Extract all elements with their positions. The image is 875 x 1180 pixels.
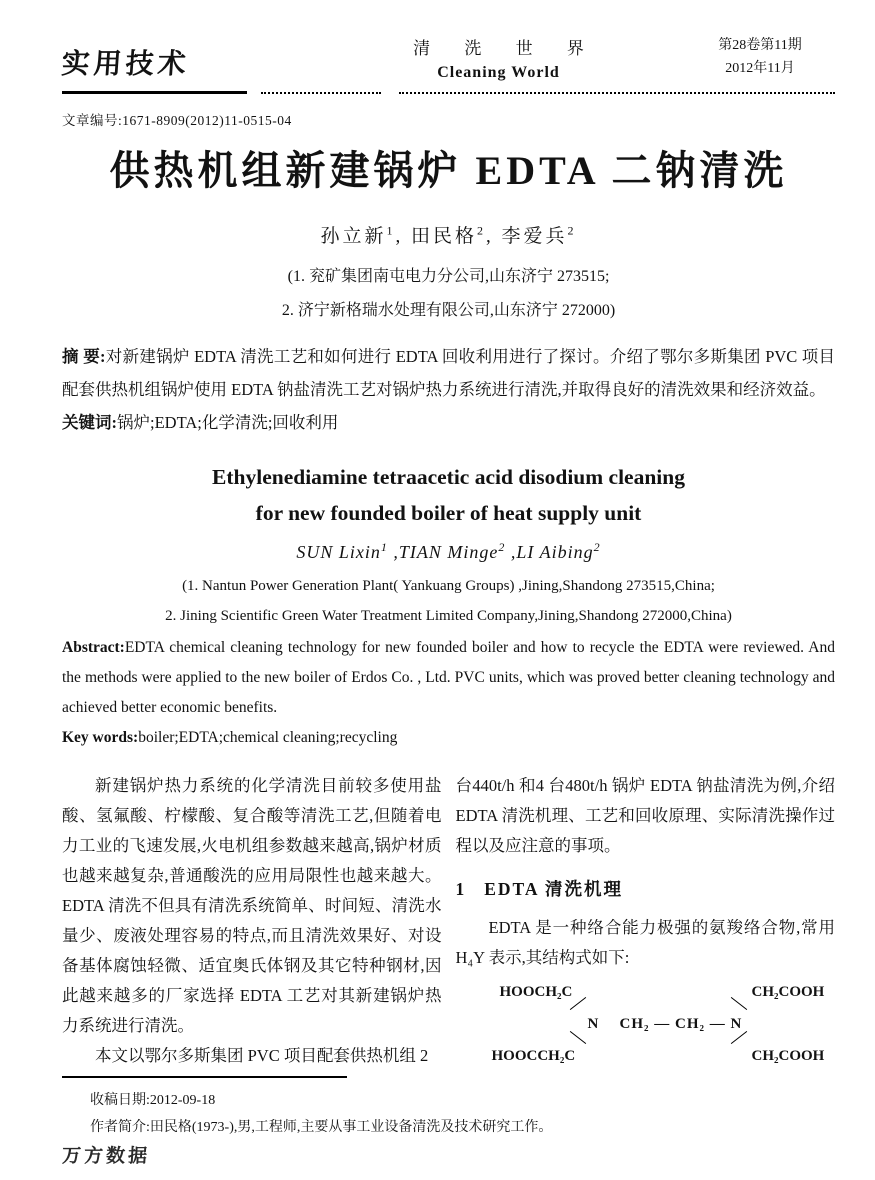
nitrogen-atom: N <box>587 1016 599 1032</box>
abstract-cn-text: 对新建锅炉 EDTA 清洗工艺和如何进行 EDTA 回收利用进行了探讨。介绍了鄂尔多斯集团 PVC 项目配套供热机组锅炉使用 EDTA 钠盐清洗工艺对锅炉热力系统进行清洗,并取得良好的清洗效果和经济效益。 <box>62 347 835 399</box>
body-paragraph: 台440t/h 和4 台480t/h 锅炉 EDTA 钠盐清洗为例,介绍 EDTA 清洗机理、工艺和回收原理、实际清洗操作过程以及应注意的事项。 <box>455 776 835 855</box>
article-title-en <box>62 459 835 531</box>
article-title-cn: 供热机组新建锅炉 EDTA 二钠清洗 <box>109 148 788 193</box>
keywords-en <box>62 723 835 753</box>
affiliation-cn-1: (1. 兖矿集团南屯电力分公司,山东济宁 273515; <box>287 268 610 285</box>
wanfang-watermark: 万方数据 <box>61 1146 151 1167</box>
received-date: 收稿日期:2012-09-18 <box>90 1093 216 1108</box>
abstract-en-label: Abstract: <box>62 639 125 656</box>
author-cn: 孙立新$^1$, <box>320 223 404 247</box>
keywords-cn-text: 锅炉;EDTA;化学清洗;回收利用 <box>117 413 339 432</box>
author-cn: 李爱兵$^2$ <box>501 223 577 247</box>
affiliations-cn <box>62 260 835 328</box>
body-paragraph: 新建锅炉热力系统的化学清洗目前较多使用盐酸、氢氟酸、柠檬酸、复合酸等清洗工艺,但随着电力工业的飞速发展,火电机组参数越来越高,锅炉材质也越来越复杂,普通酸洗的应用局限性也越来越大。EDTA 清洗不但具有清洗系统简单、时间短、清洗水量少、废液处理容易的特点,而且清洗效果好、对设备基体腐蚀轻微、适宜奥氏体钢及其它特种钢材,因此越来越多的厂家选择 EDTA 工艺对其新建锅炉热力系统进行清洗。 <box>62 776 442 1035</box>
header-rule-dotted <box>399 92 835 94</box>
body-paragraph: EDTA 是一种络合能力极强的氨羧络合物,常用 H₄Y 表示,其结构式如下: <box>455 918 835 967</box>
affiliations-en <box>62 571 835 631</box>
authors-en <box>62 540 835 563</box>
section-number: 1 <box>455 879 465 899</box>
abstract-cn-label: 摘 要: <box>62 347 106 366</box>
affiliation-en-1: (1. Nantun Power Generation Plant( Yankuang Groups) ,Jining,Shandong 273515,China; <box>182 578 715 594</box>
abstract-en-text: EDTA chemical cleaning technology for new founded boiler and how to recycle the EDTA were reviewed. And the methods were applied to the new boiler of Erdos Co. , Ltd. PVC units, which was proved better cleaning technology and achieved better economic benefits. <box>62 639 835 716</box>
journal-title-block <box>312 34 685 82</box>
abstract-en <box>62 633 835 753</box>
header-rule-solid <box>62 91 247 94</box>
issue-date: 2012年11月 <box>725 61 795 76</box>
affiliation-cn-2: 2. 济宁新格瑞水处理有限公司,山东济宁 272000) <box>281 302 616 319</box>
footnote-block <box>62 1076 835 1170</box>
header-rule-dots <box>261 92 381 94</box>
formula-top-left: HOOCH₂C <box>499 984 573 1000</box>
page-header <box>62 34 835 82</box>
header-rule <box>62 91 835 94</box>
section-heading-1 <box>456 874 836 904</box>
article-title-en-line1: Ethylenediamine tetraacetic acid disodium cleaning <box>212 465 685 489</box>
authors-cn <box>62 221 835 248</box>
formula-bottom-left: HOOCCH₂C <box>491 1048 576 1064</box>
abstract-cn <box>62 340 835 439</box>
left-column <box>62 771 442 1073</box>
body-columns <box>62 771 835 1073</box>
author-en: 2 <box>593 540 601 554</box>
body-paragraph: 本文以鄂尔多斯集团 PVC 项目配套供热机组 2 <box>95 1046 429 1065</box>
article-number: 文章编号:1671-8909(2012)11-0515-04 <box>62 113 292 128</box>
footnote-rule <box>62 1076 347 1078</box>
formula-bottom-right: CH₂COOH <box>751 1048 825 1064</box>
author-cn: 田民格$^2$, <box>410 223 494 247</box>
keywords-cn-label: 关键词: <box>62 413 117 432</box>
formula-top-right: CH₂COOH <box>751 984 825 1000</box>
affiliation-en-2: 2. Jining Scientific Green Water Treatment Limited Company,Jining,Shandong 272000,China) <box>165 608 732 624</box>
journal-title-en: Cleaning World <box>437 64 560 81</box>
author-bio: 作者简介:田民格(1973-),男,工程师,主要从事工业设备清洗及技术研究工作。 <box>90 1120 553 1135</box>
issue-volume: 第28卷第11期 <box>718 38 802 53</box>
keywords-cn <box>62 406 835 439</box>
keywords-en-text: boiler;EDTA;chemical cleaning;recycling <box>138 729 398 746</box>
column-label: 实用技术 <box>60 49 191 80</box>
article-title-en-line2: for new founded boiler of heat supply unit <box>255 501 642 525</box>
author-en: $^2$ ,LI Aibing <box>498 540 594 562</box>
issue-info <box>685 34 835 80</box>
carbon-chain: CH₂ — CH₂ — N <box>619 1016 743 1032</box>
edta-structure-diagram <box>456 977 836 1073</box>
journal-title-cn: 清 洗 世 界 <box>413 39 599 58</box>
right-column <box>456 771 836 1073</box>
section-title: EDTA 清洗机理 <box>484 879 623 899</box>
author-en: SUN Lixin$^1$ ,TIAN Minge <box>296 540 499 562</box>
keywords-en-label: Key words: <box>62 729 139 746</box>
